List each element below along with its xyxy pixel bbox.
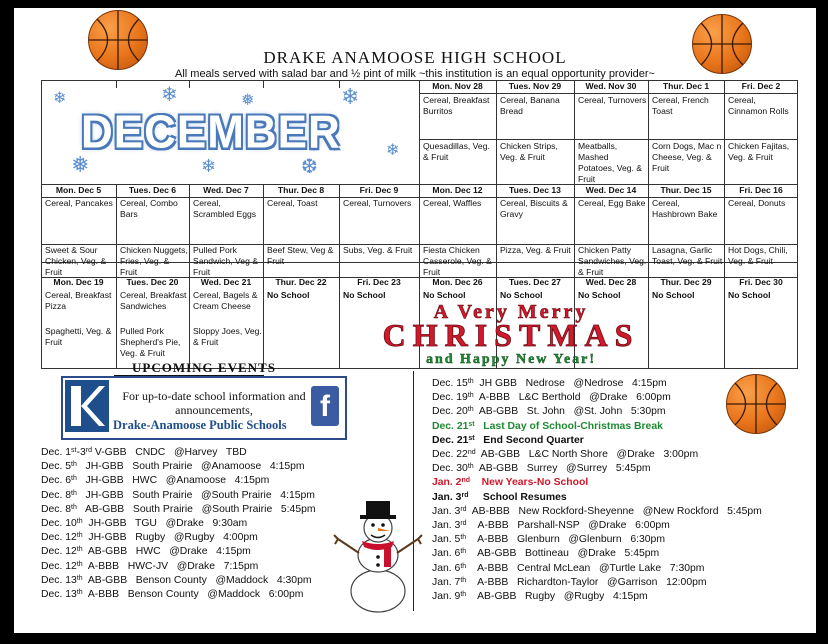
breakfast-cell: Cereal, Egg Bake [578, 198, 646, 208]
event-text: A-BBB HWC-JV @Drake 7:15pm [82, 560, 259, 572]
date-suffix: rd [461, 491, 469, 499]
day-header: Thur. Dec 29 [660, 277, 712, 287]
date-suffix: th [460, 534, 467, 542]
event-item [432, 476, 588, 489]
event-item [432, 405, 666, 418]
day-header: Mon. Dec 5 [55, 185, 102, 195]
lunch-cell: Beef Stew, Veg & Fruit [267, 245, 334, 266]
day-header: Thur. Dec 22 [275, 277, 327, 287]
event-text: JH-GBB South Prairie @Anamoose 4:15pm [76, 461, 305, 473]
day-header: Fri. Dec 2 [741, 81, 781, 91]
breakfast-cell: Cereal, Pancakes [45, 198, 113, 208]
event-item [41, 489, 315, 502]
date-suffix: th [71, 489, 77, 497]
december-word: DECEMBER [81, 106, 341, 159]
date-suffix: th [467, 378, 474, 385]
day-header: Mon. Nov 28 [432, 81, 483, 91]
event-date: Dec. 21 [432, 434, 469, 446]
event-date: Jan. 7 [432, 576, 461, 588]
event-date: Dec. 8 [41, 503, 72, 515]
lunch-cell: Chicken Strips, Veg. & Fruit [500, 141, 558, 162]
date-suffix: st [71, 447, 77, 454]
event-date: Dec. 21 [432, 420, 469, 432]
event-item [432, 562, 704, 575]
event-item [432, 420, 663, 433]
snowflake-icon: ❆ [301, 156, 318, 178]
school-link[interactable]: Drake-Anamoose Public Schools [113, 418, 287, 432]
lunch-cell: Hot Dogs, Chili, Veg. & Fruit [728, 245, 788, 266]
date-suffix: th [460, 591, 467, 598]
event-text: A-BBB Richardton-Taylor @Garrison 12:00pm [466, 576, 707, 588]
day-header: Tues. Dec 13 [509, 185, 561, 195]
day-header: Thur. Dec 8 [277, 185, 325, 195]
date-suffix: th [76, 546, 83, 554]
school-logo [65, 380, 109, 432]
breakfast-cell: Cereal, Turnovers [578, 95, 647, 105]
day-header: Thur. Dec 15 [660, 185, 712, 195]
snowflake-icon: ❄ [341, 84, 360, 109]
date-suffix: th [71, 475, 77, 483]
event-item [432, 491, 567, 504]
day-header: Wed. Nov 30 [585, 81, 637, 91]
snowflake-icon: ❄ [161, 84, 178, 106]
event-item [432, 505, 762, 518]
day-header: Mon. Dec 19 [53, 277, 104, 287]
event-date: Jan. 3 [432, 520, 461, 531]
day-header: Tues. Dec 27 [509, 277, 561, 287]
event-date: Jan. 3 [432, 505, 461, 517]
date-suffix: th [460, 576, 467, 584]
lunch-cell: Chicken Fajitas, Veg. & Fruit [728, 141, 790, 162]
event-date: Dec. 13 [41, 574, 77, 586]
event-item [41, 460, 305, 473]
day-header: Wed. Dec 28 [585, 277, 637, 287]
event-text: AB-GBB Surrey @Surrey 5:45pm [473, 463, 651, 475]
event-item [432, 462, 651, 475]
lunch-cell: Chicken Nuggets, Fries, Veg. & Fruit [120, 245, 188, 277]
lunch-cell: Pizza, Veg. & Fruit [500, 245, 571, 255]
event-date: Jan. 2 [432, 477, 462, 489]
event-item [432, 448, 698, 461]
event-item [432, 434, 584, 447]
subtitle: All meals served with salad bar and ½ pint of milk ~this institution is an equal opportunity provider~ [175, 68, 655, 80]
lunch-cell: Sloppy Joes, Veg. & Fruit [193, 326, 262, 347]
christmas-line2: CHRISTMAS [382, 317, 640, 353]
menu-flyer [14, 8, 816, 633]
event-date: Dec. 8 [41, 489, 72, 501]
grid-line [419, 93, 798, 94]
grid-line [419, 139, 798, 140]
snowflake-icon: ❄ [201, 156, 217, 176]
event-date: Dec. 12 [41, 546, 77, 558]
event-item [432, 533, 665, 546]
event-item [41, 531, 258, 544]
lunch-cell: Spaghetti, Veg. & Fruit [45, 326, 112, 347]
date-suffix: rd [85, 447, 92, 454]
info-text: For up-to-date school information and announcements, [122, 389, 306, 417]
snowman-icon [332, 495, 424, 613]
date-suffix: rd [460, 505, 467, 513]
event-date: Dec. 20 [432, 406, 468, 418]
event-item [41, 503, 316, 516]
date-suffix: th [76, 518, 83, 525]
lunch-cell: Sweet & Sour Chicken, Veg. & Fruit [45, 245, 107, 277]
date-suffix: th [460, 548, 467, 556]
event-item [432, 576, 707, 589]
event-text: AB-GBB Bottineau @Drake 5:45pm [466, 548, 660, 560]
date-suffix: th [467, 392, 474, 400]
christmas-line1: A Very Merry [433, 301, 589, 323]
event-text: JH-GBB TGU @Drake 9:30am [82, 518, 248, 529]
page-title: DRAKE ANAMOOSE HIGH SCHOOL [263, 48, 567, 67]
date-suffix: nd [461, 477, 471, 485]
event-text: A-BBB Parshall-NSP @Drake 6:00pm [466, 520, 670, 531]
breakfast-cell: No School [343, 290, 386, 300]
lunch-cell: Pulled Pork Sandwich, Veg & Fruit [193, 245, 258, 277]
upcoming-events-title: UPCOMING EVENTS [132, 360, 276, 375]
date-suffix: nd [467, 449, 476, 456]
event-date: Dec. 30 [432, 463, 468, 475]
breakfast-cell: No School [423, 290, 466, 300]
date-suffix: th [76, 532, 83, 540]
event-date: Dec. 19 [432, 392, 468, 404]
breakfast-cell: Cereal, Combo Bars [120, 198, 178, 219]
date-suffix: th [76, 589, 83, 596]
event-text: V-GBB CNDC @Harvey TBD [91, 447, 247, 458]
day-header: Fri. Dec 23 [357, 277, 401, 287]
day-header: Wed. Dec 7 [203, 185, 249, 195]
breakfast-cell: No School [578, 290, 621, 300]
event-text: A-BBB Benson County @Maddock 6:00pm [82, 589, 304, 600]
date-suffix: th [71, 461, 77, 469]
day-header: Wed. Dec 14 [585, 185, 637, 195]
breakfast-cell: Cereal, Turnovers [343, 198, 412, 208]
info-box [61, 376, 347, 440]
christmas-banner [296, 294, 726, 368]
grid-line [263, 80, 264, 88]
day-header: Tues. Dec 6 [128, 185, 177, 195]
event-text: JH GBB Nedrose @Nedrose 4:15pm [473, 378, 667, 389]
event-date: Jan. 5 [432, 534, 461, 546]
lunch-cell: Meatballs, Mashed Potatoes, Veg. & Fruit [578, 141, 643, 184]
snowflake-icon: ❅ [71, 152, 90, 177]
breakfast-cell: Cereal, Bagels & Cream Cheese [193, 290, 258, 311]
event-text: JH-GBB Rugby @Rugby 4:00pm [82, 532, 258, 544]
event-date: Jan. 3 [432, 491, 462, 503]
breakfast-cell: Cereal, Biscuits & Gravy [500, 198, 568, 219]
event-date: Dec. 10 [41, 518, 77, 529]
lunch-cell: Lasagna, Garlic Toast, Veg. & Fruit [652, 245, 723, 266]
breakfast-cell: Cereal, Breakfast Pizza [45, 290, 112, 311]
event-text: JH-GBB HWC @Anamoose 4:15pm [76, 475, 270, 487]
lunch-cell: Quesadillas, Veg. & Fruit [423, 141, 490, 162]
event-date: Dec. 13 [41, 589, 77, 600]
breakfast-cell: Cereal, Waffles [423, 198, 482, 208]
breakfast-cell: Cereal, Scrambled Eggs [193, 198, 257, 219]
event-date: Dec. 12 [41, 560, 77, 572]
date-suffix: th [71, 503, 77, 511]
lunch-cell: Fiesta Chicken Casserole, Veg. & Fruit [423, 245, 492, 277]
breakfast-cell: Cereal, Donuts [728, 198, 786, 208]
event-text: New Years-No School [470, 477, 589, 489]
event-item [41, 474, 269, 487]
lunch-cell: Subs, Veg. & Fruit [343, 245, 413, 255]
event-date: Dec. 22 [432, 449, 468, 460]
event-item [41, 560, 258, 573]
grid-line [797, 80, 798, 369]
date-suffix: th [76, 574, 83, 582]
event-date: Dec. 5 [41, 461, 72, 473]
date-suffix: th [76, 560, 83, 568]
breakfast-cell: No School [267, 290, 310, 300]
event-text: AB-BBB New Rockford-Sheyenne @New Rockford 5:45pm [466, 505, 762, 517]
event-item [41, 588, 303, 601]
event-date: Dec. 1 [41, 447, 72, 458]
day-header: Tues. Nov 29 [508, 81, 562, 91]
breakfast-cell: Cereal, Cinnamon Rolls [728, 95, 789, 116]
event-text: AB-GBB L&C North Shore @Drake 3:00pm [475, 449, 699, 460]
day-header: Mon. Dec 12 [432, 185, 483, 195]
breakfast-cell: Cereal, Banana Bread [500, 95, 560, 116]
snowflake-icon: ❄ [386, 142, 400, 159]
breakfast-cell: Cereal, Toast [267, 198, 318, 208]
day-header: Fri. Dec 9 [359, 185, 399, 195]
lunch-cell: Pulled Pork Shepherd's Pie, Veg. & Fruit [120, 326, 181, 358]
date-suffix: th [460, 562, 467, 570]
date-suffix: st [468, 420, 475, 428]
event-item [432, 590, 648, 603]
day-header: Fri. Dec 30 [739, 277, 783, 287]
event-item [432, 377, 667, 390]
event-text: A-BBB Glenburn @Glenburn 6:30pm [466, 534, 665, 546]
event-date: Jan. 6 [432, 562, 461, 574]
breakfast-cell: No School [652, 290, 695, 300]
event-date: Dec. 15 [432, 378, 468, 389]
day-header: Wed. Dec 21 [200, 277, 252, 287]
event-text: AB-GBB Rugby @Rugby 4:15pm [466, 591, 648, 602]
date-suffix: rd [460, 520, 467, 527]
grid-line [339, 80, 340, 88]
breakfast-cell: Cereal, Hashbrown Bake [652, 198, 718, 219]
breakfast-cell: Cereal, Breakfast Burritos [423, 95, 490, 116]
lunch-cell: Corn Dogs, Mac n Cheese, Veg. & Fruit [652, 141, 722, 173]
event-text: End Second Quarter [474, 434, 584, 446]
event-date: Dec. 6 [41, 475, 72, 487]
grid-line [116, 80, 117, 88]
event-item [41, 446, 247, 459]
date-suffix: th [467, 463, 474, 471]
date-suffix: st [468, 434, 475, 442]
day-header: Mon. Dec 26 [432, 277, 483, 287]
date-suffix: th [467, 406, 474, 414]
event-text: A-BBB Central McLean @Turtle Lake 7:30pm [466, 562, 705, 574]
day-header: Tues. Dec 20 [126, 277, 179, 287]
event-text: JH-GBB South Prairie @South Prairie 4:15pm [76, 489, 315, 501]
event-text: AB-GBB South Prairie @South Prairie 5:45pm [76, 503, 316, 515]
event-date: Dec. 12 [41, 532, 77, 544]
event-text: A-BBB L&C Berthold @Drake 6:00pm [473, 392, 671, 404]
breakfast-cell: No School [728, 290, 771, 300]
day-header: Thur. Dec 1 [662, 81, 710, 91]
event-item [41, 517, 247, 530]
lunch-cell: Chicken Patty Sandwiches, Veg. & Fruit [578, 245, 647, 277]
event-text: School Resumes [468, 491, 567, 503]
event-text: AB-GBB St. John @St. John 5:30pm [473, 406, 666, 418]
facebook-icon[interactable]: f [311, 386, 339, 426]
basketball-icon [726, 374, 786, 434]
event-item [432, 547, 659, 560]
event-date: Jan. 6 [432, 548, 461, 560]
event-item [432, 391, 671, 404]
day-header: Fri. Dec 16 [739, 185, 783, 195]
breakfast-cell: Cereal, French Toast [652, 95, 709, 116]
event-item [41, 545, 251, 558]
event-text: AB-GBB Benson County @Maddock 4:30pm [82, 574, 312, 586]
event-item [432, 519, 670, 532]
event-item [41, 574, 312, 587]
event-text: Last Day of School-Christmas Break [474, 420, 663, 432]
snowflake-icon: ❄ [53, 90, 67, 107]
breakfast-cell: No School [500, 290, 543, 300]
december-banner [41, 80, 419, 183]
event-date: Jan. 9 [432, 591, 461, 602]
christmas-line3: and Happy New Year! [425, 352, 597, 367]
grid-line [189, 80, 190, 88]
snowflake-icon: ❅ [241, 92, 255, 109]
event-text: AB-GBB HWC @Drake 4:15pm [82, 546, 251, 558]
event-date-end: -3 [76, 447, 86, 458]
breakfast-cell: Cereal, Breakfast Sandwiches [120, 290, 187, 311]
